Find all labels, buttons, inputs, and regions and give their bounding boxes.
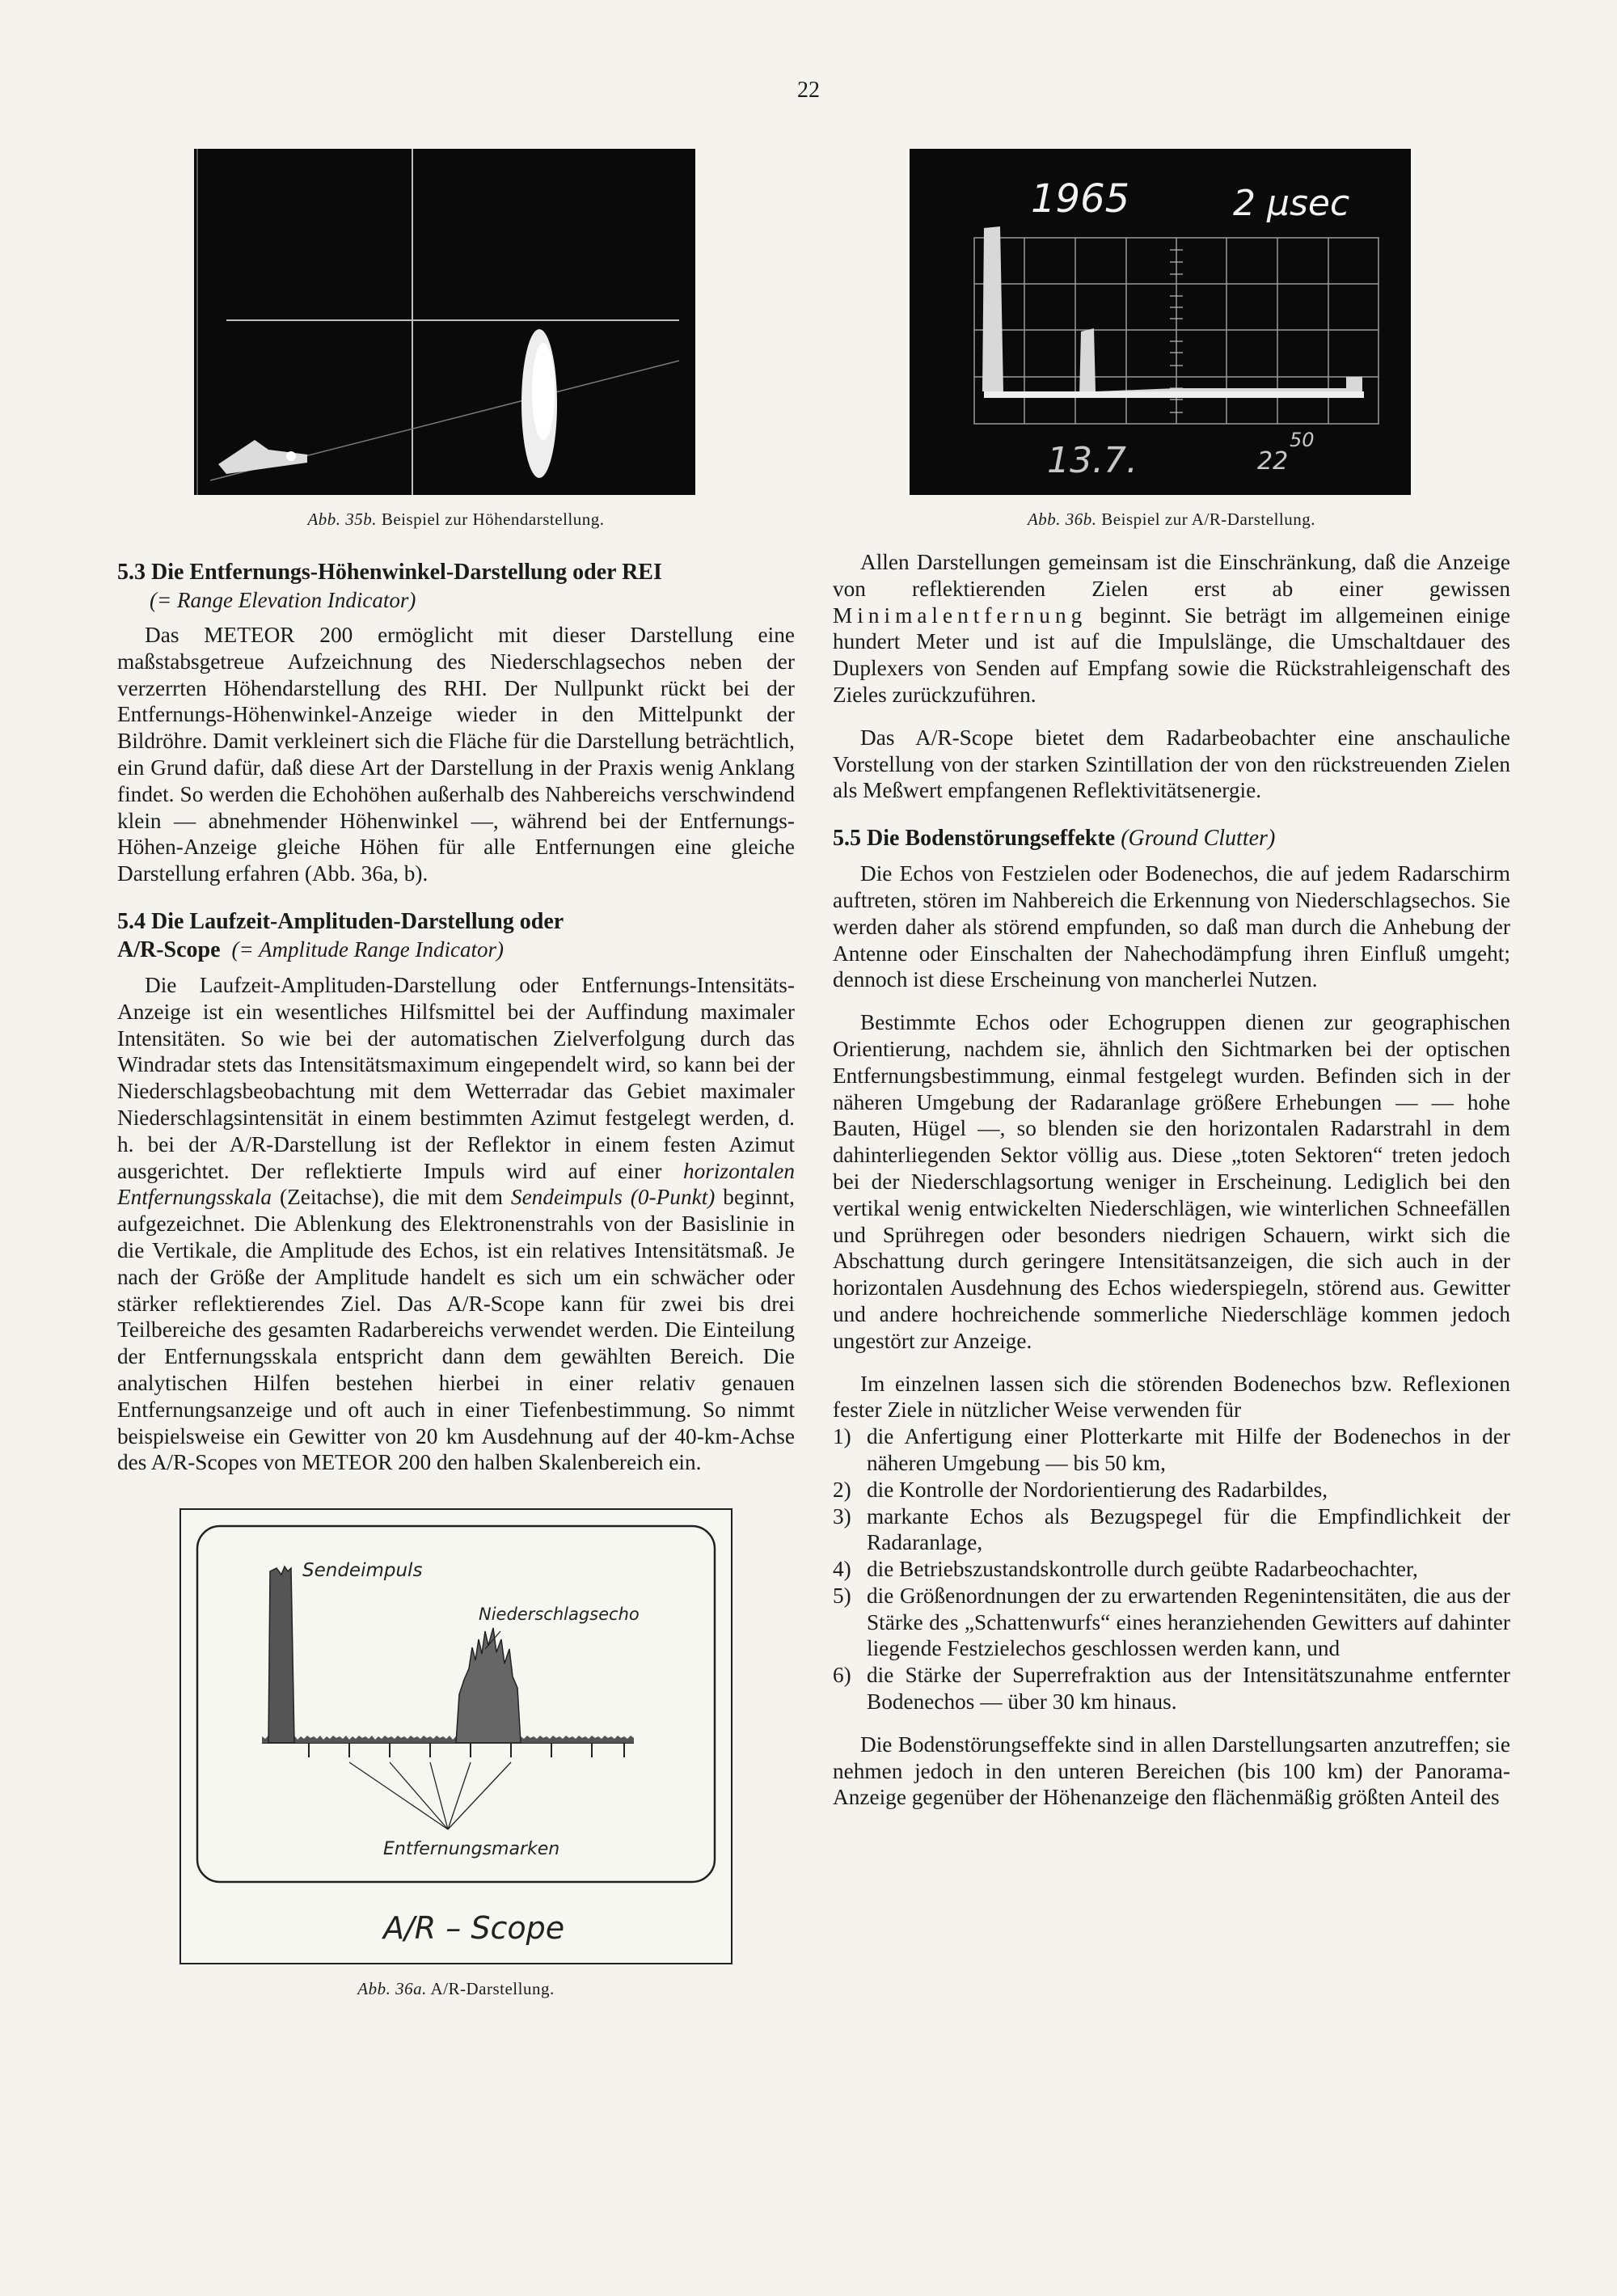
list-item-text: markante Echos als Bezugspegel für die Empfindlichkeit der Radaranlage, xyxy=(867,1503,1510,1555)
page-number: 22 xyxy=(797,78,820,103)
figure-36a-caption-text: A/R-Darstellung. xyxy=(430,1979,555,1999)
list-item xyxy=(833,1556,1510,1583)
allen-b: beginnt. Sie beträgt im allgemeinen einige hundert Meter und ist auf die Impulslänge, die Umschaltdauer des Duplexers von Senden auf Empfang sowie die Rückstrahleigenschaft des Zieles zurückzuführen. xyxy=(833,603,1510,707)
label-ar-scope-title: A/R – Scope xyxy=(383,1910,565,1947)
label-niederschlagsecho: Niederschlagsecho xyxy=(479,1605,640,1625)
list-item-text: die Anfertigung einer Plotterkarte mit Hilfe der Bodenechos in der näheren Umgebung — bis 50 km, xyxy=(867,1424,1510,1475)
minimalentfernung-term: Minimalentfernung xyxy=(833,603,1087,628)
figure-36b-photo xyxy=(910,149,1411,495)
section-5-5-paragraph-4: Die Bodenstörungseffekte sind in allen Darstellungsarten anzutreffen; sie nehmen jedoch in den unteren Bereichen (bis 100 km) der Panorama-Anzeige gegenüber der Höhenanzeige den flächenmäßig größten Anteil des xyxy=(833,1732,1510,1810)
section-5-5-title-em: (Ground Clutter) xyxy=(1121,826,1276,852)
distance-markers xyxy=(309,1743,624,1757)
list-item xyxy=(833,1423,1510,1477)
figure-36a-diagram xyxy=(179,1508,733,1964)
transmit-pulse xyxy=(268,1567,294,1743)
section-5-3-paragraph: Das METEOR 200 ermöglicht mit dieser Darstellung eine maßstabsgetreue Aufzeichnung des Niederschlagsechos neben der verzerrten Höhendarstellung des RHI. Der Nullpunkt rückt bei der Entfernungs-Höhenwinkel-Anzeige wieder in den Mittelpunkt der Bildröhre. Damit verkleinert sich die Fläche für die Darstellung beträchtlich, ein Grund dafür, daß diese Art der Darstellung in der Praxis wenig Anklang findet. So werden die Echohöhen außerhalb des Nahbereichs verschwindend klein — abnehmender Höhenwinkel —, während bei der Entfernungs-Höhen-Anzeige gleiche Höhen für alle Entfernungen eine gleiche Darstellung erfahren (Abb. 36a, b). xyxy=(117,623,795,886)
list-item-number: 4) xyxy=(833,1557,851,1582)
rhi-scope-image xyxy=(194,149,695,495)
section-5-4-subheading: (= Amplitude Range Indicator) xyxy=(231,937,504,962)
section-5-4-paragraph xyxy=(117,972,795,1476)
paragraph-ar-scope: Das A/R-Scope bietet dem Radarbeobachter eine anschauliche Vorstellung von der starken Szintillation der von den rückstreuenden Zielen als Meßwert empfangenen Reflektivitätsenergie. xyxy=(833,725,1510,803)
list-item-text: die Kontrolle der Nordorientierung des Radarbildes, xyxy=(867,1477,1328,1502)
annotation-date: 13.7. xyxy=(1047,440,1138,481)
list-item-number: 6) xyxy=(833,1663,851,1688)
annotation-time-base: 2 µsec xyxy=(1233,183,1350,224)
list-item-number: 5) xyxy=(833,1583,851,1608)
section-5-4-em-horizontal-scale: horizontalen Entfernungsskala xyxy=(117,1158,795,1210)
section-5-4-p1c: beginnt, aufgezeichnet. Die Ablenkung des Elektronenstrahls von der Basislinie in die Vertikale, die Amplitude des Echos, ist ein relatives Intensitätsmaß. Je nach der Größe der Amplitude handelt es sich um ein schwächer oder stärker reflektierendes Ziel. Das A/R-Scope kann für zwei bis drei Teilbereiche des gesamten Radarbereichs verwendet werden. Die Einteilung der Entfernungsskala entspricht dann dem gewählten Bereich. Die analytischen Hilfen bestehen hierbei in einer relativ genauen Entfernungsanzeige und oft auch in einer Tiefenbestimmung. So nimmt beispielsweise ein Gewitter von 20 km Ausdehnung auf der 40-km-Achse des A/R-Scopes von METEOR 200 den halben Skalenbereich ein. xyxy=(117,1185,795,1475)
figure-36b-caption-label: Abb. 36b. xyxy=(1027,510,1097,529)
section-5-5-title: 5.5 Die Bodenstörungseffekte xyxy=(833,826,1116,852)
list-item-text: die Größenordnungen der zu erwartenden Regenintensitäten, die aus der Stärke des „Schattenwurfs“ eines heranziehenden Gewitters auf dahinter liegende Festzielechos geschlossen werden kann, und xyxy=(867,1583,1510,1661)
section-5-5-heading xyxy=(833,825,1510,852)
list-item-number: 2) xyxy=(833,1477,851,1502)
section-5-4-heading-line2: A/R-Scope xyxy=(117,937,221,962)
uses-list xyxy=(833,1423,1510,1715)
figure-36b-caption xyxy=(833,510,1510,530)
section-5-4-em-sendeimpuls: Sendeimpuls (0-Punkt) xyxy=(510,1185,716,1210)
list-item-number: 3) xyxy=(833,1503,851,1529)
list-item-text: die Betriebszustandskontrolle durch geübte Radarbeochachter, xyxy=(867,1557,1418,1582)
figure-36a-caption-label: Abb. 36a. xyxy=(357,1979,427,1999)
figure-35b-caption xyxy=(117,510,795,530)
list-item xyxy=(833,1477,1510,1503)
ar-scope-diagram xyxy=(181,1510,731,1963)
section-5-4-heading: 5.4 Die Laufzeit-Amplituden-Darstellung oder xyxy=(117,908,564,934)
list-item xyxy=(833,1503,1510,1557)
figure-36a-caption xyxy=(117,1979,795,1999)
section-5-3-subheading: (= Range Elevation Indicator) xyxy=(150,588,416,612)
figure-36b-caption-text: Beispiel zur A/R-Darstellung. xyxy=(1101,510,1316,529)
annotation-year: 1965 xyxy=(1031,176,1130,222)
list-item xyxy=(833,1583,1510,1662)
section-5-4-p1a: Die Laufzeit-Amplituden-Darstellung oder Entfernungs-Intensitäts-Anzeige ist ein wesentliches Hilfsmittel bei der Auffindung maximaler Intensitäten. So wie bei der automatischen Zielverfolgung durch das Windradar stets das Intensitätsmaximum eingependelt wird, so kann bei der Niederschlagsbeobachtung mit dem Wetterradar das Gebiet maximaler Niederschlagsintensität in einem bestimmten Azimut festgelegt werden, d. h. bei der A/R-Darstellung ist der Reflektor in einem festen Azimut ausgerichtet. Der reflektierte Impuls wird auf einer xyxy=(117,972,795,1183)
section-5-4-p1b: (Zeitachse), die mit dem xyxy=(279,1185,504,1210)
label-entfernungsmarken: Entfernungsmarken xyxy=(383,1839,560,1860)
section-5-5-paragraph-2: Bestimmte Echos oder Echogruppen dienen zur geographischen Orientierung, nachdem sie, ähnlich den Sichtmarken bei der optischen Entfernungsbestimmung, einmal festgelegt wurden. Befinden sich in der näheren Umgebung der Radaranlage größere Erhebungen — — hohe Bauten, Hügel —, so blenden sie den horizontalen Radarstrahl in dem dahinterliegenden Sektor völlig aus. Diese „toten Sektoren“ treten jedoch bei der Niederschlagsortung weniger in Erscheinung. Lediglich bei den vertikal wenig entwickelten Niederschlägen, wie winterlichen Schneefällen und Sprühregen oder besonders niedrigen Schauern, wirkt sich die Abschattung durch geringere Intensitätsanzeigen, die sich auch in der horizontalen Ausdehnung des Echos wiederspiegeln, störend aus. Gewitter und andere hochreichende sommerliche Niederschläge kommen jedoch ungestört zur Anzeige. xyxy=(833,1010,1510,1353)
section-5-5-paragraph-3: Im einzelnen lassen sich die störenden Bodenechos bzw. Reflexionen fester Ziele in nützlicher Weise verwenden für xyxy=(833,1371,1510,1423)
paragraph-allen-darstellungen xyxy=(833,549,1510,708)
right-column xyxy=(833,149,1510,1811)
figure-35b-photo xyxy=(194,149,695,495)
figure-35b-caption-label: Abb. 35b. xyxy=(307,510,378,529)
annotation-clock-sup: 50 xyxy=(1290,429,1315,451)
list-item xyxy=(833,1662,1510,1715)
annotation-clock: 22 xyxy=(1257,447,1289,476)
section-5-5-paragraph-1: Die Echos von Festzielen oder Bodenechos, die auf jedem Radarschirm auftreten, stören im Nahbereich die Erkennung von Niederschlagsechos. Sie werden daher als störend empfunden, so daß man durch die Anhebung der Antenne oder Einschalten der Nahechodämpfung ihren Einfluß umgeht; dennoch ist diese Erscheinung von mancherlei Nutzen. xyxy=(833,861,1510,992)
label-sendeimpuls: Sendeimpuls xyxy=(302,1560,423,1582)
section-5-3-heading: 5.3 Die Entfernungs-Höhenwinkel-Darstellung oder REI xyxy=(117,560,662,585)
ar-scope-oscillogram xyxy=(910,149,1411,495)
figure-35b-caption-text: Beispiel zur Höhendarstellung. xyxy=(381,510,605,529)
allen-a: Allen Darstellungen gemeinsam ist die Einschränkung, daß die Anzeige von reflektierenden Zielen erst ab einer gewissen xyxy=(833,550,1510,601)
list-item-number: 1) xyxy=(833,1424,851,1449)
left-column xyxy=(117,149,795,1999)
list-item-text: die Stärke der Superrefraktion aus der Intensitätszunahme entfernter Bodenechos — über 30 km hinaus. xyxy=(867,1663,1510,1715)
noise-floor xyxy=(262,1736,634,1743)
